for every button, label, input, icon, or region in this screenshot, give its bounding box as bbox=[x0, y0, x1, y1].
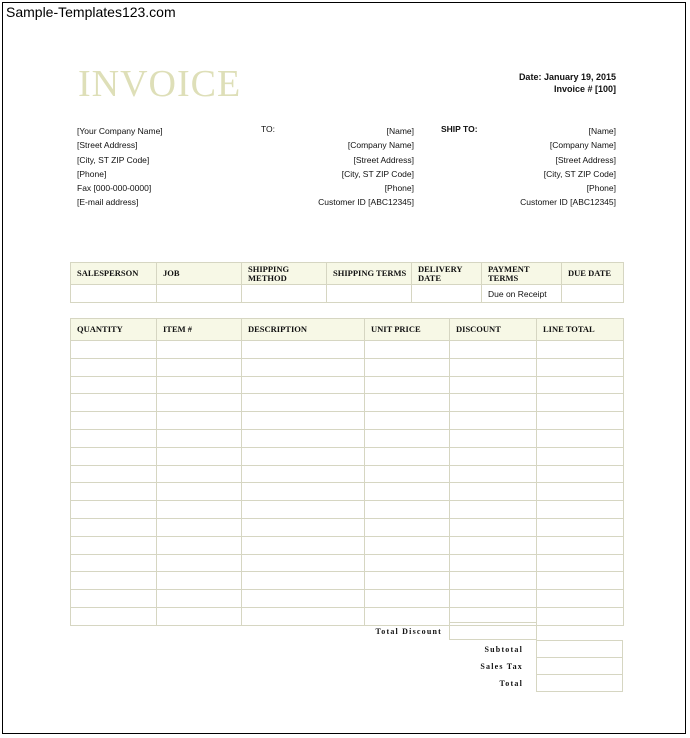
line-item-cell[interactable] bbox=[157, 607, 242, 625]
line-item-cell[interactable] bbox=[71, 536, 157, 554]
from-street: [Street Address] bbox=[77, 140, 138, 151]
order-info-table bbox=[70, 262, 624, 303]
line-item-cell[interactable] bbox=[157, 572, 242, 590]
total-discount-box[interactable] bbox=[449, 622, 537, 640]
to-street: [Street Address] bbox=[353, 154, 414, 165]
header-description: DESCRIPTION bbox=[242, 319, 365, 341]
to-phone: [Phone] bbox=[384, 183, 414, 194]
to-address bbox=[318, 124, 414, 210]
line-item-cell[interactable] bbox=[242, 465, 365, 483]
watermark: Sample-Templates123.com bbox=[6, 4, 176, 20]
line-item-cell[interactable] bbox=[71, 572, 157, 590]
sales-tax-box[interactable] bbox=[536, 657, 623, 675]
line-item-cell[interactable] bbox=[71, 341, 157, 359]
line-item-cell[interactable] bbox=[71, 412, 157, 430]
line-item-cell[interactable] bbox=[242, 412, 365, 430]
shipping-method-cell[interactable] bbox=[242, 285, 327, 303]
payment-terms-cell[interactable]: Due on Receipt bbox=[482, 285, 562, 303]
line-item-cell[interactable] bbox=[157, 536, 242, 554]
line-item-cell[interactable] bbox=[537, 554, 624, 572]
line-item-cell[interactable] bbox=[71, 518, 157, 536]
to-city: [City, ST ZIP Code] bbox=[341, 168, 414, 179]
to-label: TO: bbox=[261, 124, 276, 134]
line-item-cell[interactable] bbox=[242, 572, 365, 590]
header-shipping-terms: SHIPPING TERMS bbox=[327, 263, 412, 285]
header-line-total: LINE TOTAL bbox=[537, 319, 624, 341]
line-item-cell[interactable] bbox=[71, 429, 157, 447]
line-item-cell[interactable] bbox=[365, 376, 450, 394]
line-item-cell[interactable] bbox=[450, 554, 537, 572]
subtotal-label: Subtotal bbox=[484, 645, 523, 654]
line-item-cell[interactable] bbox=[157, 590, 242, 608]
to-name: [Name] bbox=[386, 126, 414, 136]
line-item-cell[interactable] bbox=[71, 483, 157, 501]
from-email: [E-mail address] bbox=[77, 197, 139, 208]
line-item-cell[interactable] bbox=[242, 501, 365, 519]
line-item-cell[interactable] bbox=[365, 394, 450, 412]
line-item-cell[interactable] bbox=[365, 554, 450, 572]
line-item-cell[interactable] bbox=[157, 358, 242, 376]
line-item-cell[interactable] bbox=[242, 554, 365, 572]
line-item-cell[interactable] bbox=[537, 358, 624, 376]
line-item-cell[interactable] bbox=[365, 590, 450, 608]
header-salesperson: SALESPERSON bbox=[71, 263, 157, 285]
table-row[interactable] bbox=[71, 376, 624, 394]
table-row[interactable] bbox=[71, 341, 624, 359]
from-address bbox=[77, 124, 163, 210]
line-item-cell[interactable] bbox=[365, 536, 450, 554]
line-item-cell[interactable] bbox=[365, 572, 450, 590]
line-item-cell[interactable] bbox=[71, 590, 157, 608]
header-shipping-method: SHIPPING METHOD bbox=[242, 263, 327, 285]
line-item-cell[interactable] bbox=[365, 501, 450, 519]
ship-to-street: [Street Address] bbox=[555, 154, 616, 165]
table-row[interactable] bbox=[71, 483, 624, 501]
line-item-cell[interactable] bbox=[157, 429, 242, 447]
line-item-cell[interactable] bbox=[537, 483, 624, 501]
table-row[interactable] bbox=[71, 465, 624, 483]
line-item-cell[interactable] bbox=[157, 376, 242, 394]
line-item-cell[interactable] bbox=[242, 590, 365, 608]
job-cell[interactable] bbox=[157, 285, 242, 303]
line-item-cell[interactable] bbox=[537, 607, 624, 625]
line-item-cell[interactable] bbox=[537, 465, 624, 483]
table-row[interactable] bbox=[71, 518, 624, 536]
line-item-cell[interactable] bbox=[537, 518, 624, 536]
line-item-cell[interactable] bbox=[365, 465, 450, 483]
line-item-cell[interactable] bbox=[242, 518, 365, 536]
line-item-cell[interactable] bbox=[450, 518, 537, 536]
line-item-cell[interactable] bbox=[537, 394, 624, 412]
from-phone: [Phone] bbox=[77, 168, 107, 179]
line-item-cell[interactable] bbox=[365, 429, 450, 447]
line-item-cell[interactable] bbox=[537, 376, 624, 394]
due-date-cell[interactable] bbox=[562, 285, 624, 303]
line-item-cell[interactable] bbox=[157, 483, 242, 501]
line-item-cell[interactable] bbox=[157, 412, 242, 430]
table-row[interactable] bbox=[71, 554, 624, 572]
line-item-cell[interactable] bbox=[365, 483, 450, 501]
line-item-cell[interactable] bbox=[242, 358, 365, 376]
salesperson-cell[interactable] bbox=[71, 285, 157, 303]
line-item-cell[interactable] bbox=[537, 447, 624, 465]
line-item-cell[interactable] bbox=[450, 465, 537, 483]
line-item-cell[interactable] bbox=[157, 465, 242, 483]
line-item-cell[interactable] bbox=[450, 412, 537, 430]
ship-to-city: [City, ST ZIP Code] bbox=[543, 168, 616, 179]
line-item-cell[interactable] bbox=[450, 590, 537, 608]
line-item-cell[interactable] bbox=[537, 429, 624, 447]
line-item-cell[interactable] bbox=[242, 394, 365, 412]
line-item-cell[interactable] bbox=[71, 607, 157, 625]
line-item-cell[interactable] bbox=[71, 376, 157, 394]
line-item-cell[interactable] bbox=[157, 447, 242, 465]
ship-to-address bbox=[520, 124, 616, 210]
items-header-row bbox=[71, 319, 624, 341]
table-row[interactable] bbox=[71, 447, 624, 465]
shipping-terms-cell[interactable] bbox=[327, 285, 412, 303]
table-row[interactable] bbox=[71, 536, 624, 554]
line-item-cell[interactable] bbox=[242, 536, 365, 554]
line-item-cell[interactable] bbox=[537, 590, 624, 608]
order-data-row[interactable] bbox=[71, 285, 624, 303]
line-item-cell[interactable] bbox=[450, 358, 537, 376]
order-header-row bbox=[71, 263, 624, 285]
line-item-cell[interactable] bbox=[450, 536, 537, 554]
line-item-cell[interactable] bbox=[537, 341, 624, 359]
total-label: Total bbox=[499, 679, 523, 688]
table-row[interactable] bbox=[71, 394, 624, 412]
line-item-cell[interactable] bbox=[537, 501, 624, 519]
header-unit-price: UNIT PRICE bbox=[365, 319, 450, 341]
line-item-cell[interactable] bbox=[365, 518, 450, 536]
line-item-cell[interactable] bbox=[450, 483, 537, 501]
line-item-cell[interactable] bbox=[242, 429, 365, 447]
table-row[interactable] bbox=[71, 412, 624, 430]
line-item-cell[interactable] bbox=[450, 429, 537, 447]
line-item-cell[interactable] bbox=[450, 341, 537, 359]
line-item-cell[interactable] bbox=[365, 341, 450, 359]
items-table bbox=[70, 318, 624, 626]
line-item-cell[interactable] bbox=[242, 447, 365, 465]
line-item-cell[interactable] bbox=[450, 447, 537, 465]
from-company: [Your Company Name] bbox=[77, 126, 163, 136]
line-item-cell[interactable] bbox=[71, 447, 157, 465]
line-item-cell[interactable] bbox=[242, 483, 365, 501]
ship-to-phone: [Phone] bbox=[586, 183, 616, 194]
table-row[interactable] bbox=[71, 572, 624, 590]
ship-to-label: SHIP TO: bbox=[441, 124, 478, 134]
line-item-cell[interactable] bbox=[157, 554, 242, 572]
line-item-cell[interactable] bbox=[157, 501, 242, 519]
header-delivery-date: DELIVERY DATE bbox=[412, 263, 482, 285]
line-item-cell[interactable] bbox=[242, 607, 365, 625]
header-job: JOB bbox=[157, 263, 242, 285]
table-row[interactable] bbox=[71, 501, 624, 519]
table-row[interactable] bbox=[71, 607, 624, 625]
to-customer-id: Customer ID [ABC12345] bbox=[318, 197, 414, 208]
table-row[interactable] bbox=[71, 429, 624, 447]
line-item-cell[interactable] bbox=[365, 607, 450, 625]
to-company: [Company Name] bbox=[347, 140, 414, 151]
total-box[interactable] bbox=[536, 674, 623, 692]
line-item-cell[interactable] bbox=[450, 394, 537, 412]
line-item-cell[interactable] bbox=[71, 358, 157, 376]
line-item-cell[interactable] bbox=[157, 518, 242, 536]
line-item-cell[interactable] bbox=[242, 341, 365, 359]
line-item-cell[interactable] bbox=[450, 501, 537, 519]
line-item-cell[interactable] bbox=[71, 554, 157, 572]
header-quantity: QUANTITY bbox=[71, 319, 157, 341]
line-item-cell[interactable] bbox=[71, 501, 157, 519]
subtotal-box[interactable] bbox=[536, 640, 623, 658]
ship-to-customer-id: Customer ID [ABC12345] bbox=[520, 197, 616, 208]
line-item-cell[interactable] bbox=[537, 572, 624, 590]
line-item-cell[interactable] bbox=[242, 376, 365, 394]
header-payment-terms: PAYMENT TERMS bbox=[482, 263, 562, 285]
line-item-cell[interactable] bbox=[365, 447, 450, 465]
line-item-cell[interactable] bbox=[365, 358, 450, 376]
from-fax: Fax [000-000-0000] bbox=[77, 183, 152, 194]
line-item-cell[interactable] bbox=[450, 572, 537, 590]
sales-tax-label: Sales Tax bbox=[480, 662, 523, 671]
from-city: [City, ST ZIP Code] bbox=[77, 154, 150, 165]
line-item-cell[interactable] bbox=[450, 376, 537, 394]
line-item-cell[interactable] bbox=[537, 412, 624, 430]
invoice-title: INVOICE bbox=[78, 63, 242, 105]
line-item-cell[interactable] bbox=[157, 341, 242, 359]
header-discount: DISCOUNT bbox=[450, 319, 537, 341]
header-due-date: DUE DATE bbox=[562, 263, 624, 285]
invoice-number: Invoice # [100] bbox=[553, 84, 616, 94]
header-item-number: ITEM # bbox=[157, 319, 242, 341]
line-item-cell[interactable] bbox=[71, 394, 157, 412]
total-discount-label: Total Discount bbox=[375, 627, 442, 636]
invoice-date: Date: January 19, 2015 bbox=[518, 72, 616, 82]
ship-to-name: [Name] bbox=[588, 126, 616, 136]
ship-to-company: [Company Name] bbox=[549, 140, 616, 151]
table-row[interactable] bbox=[71, 590, 624, 608]
line-item-cell[interactable] bbox=[157, 394, 242, 412]
line-item-cell[interactable] bbox=[365, 412, 450, 430]
table-row[interactable] bbox=[71, 358, 624, 376]
delivery-date-cell[interactable] bbox=[412, 285, 482, 303]
line-item-cell[interactable] bbox=[71, 465, 157, 483]
line-item-cell[interactable] bbox=[537, 536, 624, 554]
